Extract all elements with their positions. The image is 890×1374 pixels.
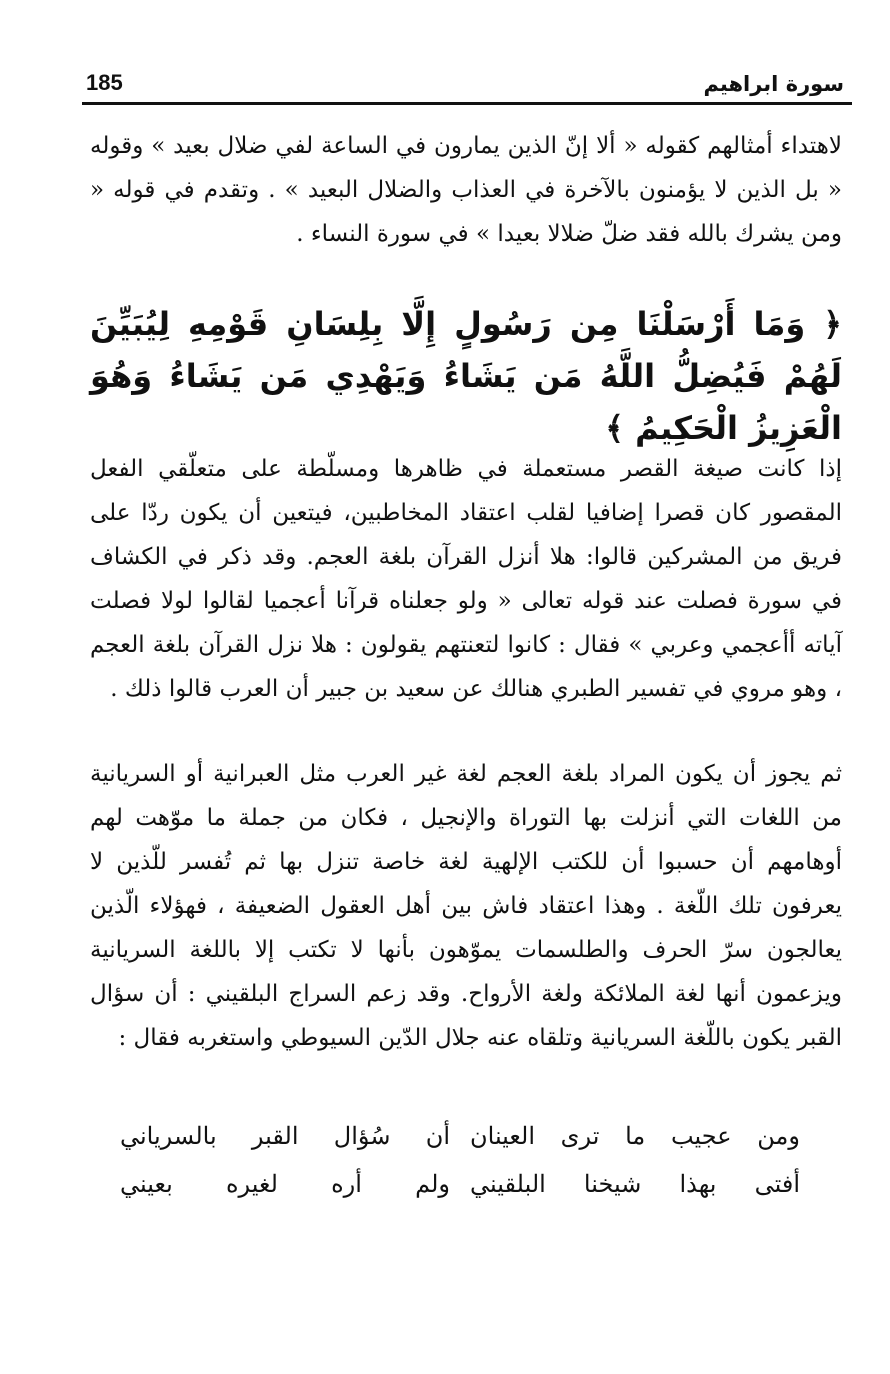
poem-hemistich-first: ومن عجيب ما ترى العينان: [470, 1122, 800, 1150]
page-header: [82, 62, 852, 105]
intro-paragraph: [90, 124, 842, 256]
poem-hemistich-second: أن سُؤال القبر بالسرياني: [120, 1122, 450, 1150]
poem-line: [120, 1160, 800, 1208]
page-number: 185: [86, 70, 123, 95]
verse-text: ﴿ وَمَا أَرْسَلْنَا مِن رَسُولٍ إِلَّا بِلِسَانِ قَوْمِهِ لِيُبَيِّنَ لَهُمْ فَيُضِلُّ اللَّهُ مَن يَشَاءُ وَيَهْدِي مَن يَشَاءُ وَهُوَ الْعَزِيزُ الْحَكِيمُ ﴾: [90, 305, 842, 447]
poem-hemistich-second: ولم أره لغيره بعيني: [120, 1170, 450, 1198]
poem: [120, 1112, 800, 1208]
poem-line: [120, 1112, 800, 1160]
language-text: ثم يجوز أن يكون المراد بلغة العجم لغة غير العرب مثل العبرانية أو السريانية من اللغات التي أنزلت بها التوراة والإنجيل ، فكان من جملة ما موّهت لهم أوهامهم أن حسبوا أن للكتب الإلهية لغة خاصة تنزل بها ثم تُفسر للّذين لا يعرفون تلك اللّغة . وهذا اعتقاد فاش بين أهل العقول الضعيفة ، فهؤلاء الّذين يعالجون سرّ الحرف والطلسمات يموّهون بأنها لا تكتب إلا باللغة السريانية ويزعمون أنها لغة الملائكة ولغة الأرواح. وقد زعم السراج البلقيني : أن سؤال القبر يكون باللّغة السريانية وتلقاه عنه جلال الدّين السيوطي واستغربه فقال :: [90, 761, 842, 1051]
commentary-paragraph: [90, 447, 842, 711]
commentary-text: إذا كانت صيغة القصر مستعملة في ظاهرها ومسلّطة على متعلّقي الفعل المقصور كان قصرا إضافيا لقلب اعتقاد المخاطبين، فيتعين أن يكون ردّا على فريق من المشركين قالوا: هلا أنزل القرآن بلغة العجم. وقد ذكر في الكشاف في سورة فصلت عند قوله تعالى « ولو جعلناه قرآنا أعجميا لقالوا لولا فصلت آياته أأعجمي وعربي » فقال : كانوا لتعنتهم يقولون : هلا نزل القرآن بلغة العجم ، وهو مروي في تفسير الطبري هنالك عن سعيد بن جبير أن العرب قالوا ذلك .: [90, 456, 842, 702]
running-title: سورة ابراهيم: [703, 72, 844, 96]
language-paragraph: [90, 752, 842, 1060]
poem-hemistich-first: أفتى بهذا شيخنا البلقيني: [470, 1170, 800, 1198]
quran-verse: [90, 298, 842, 454]
intro-text: لاهتداء أمثالهم كقوله « ألا إنّ الذين يمارون في الساعة لفي ضلال بعيد » وقوله « بل الذين لا يؤمنون بالآخرة في العذاب والضلال البعيد » . وتقدم في قوله « ومن يشرك بالله فقد ضلّ ضلالا بعيدا » في سورة النساء .: [90, 133, 842, 247]
